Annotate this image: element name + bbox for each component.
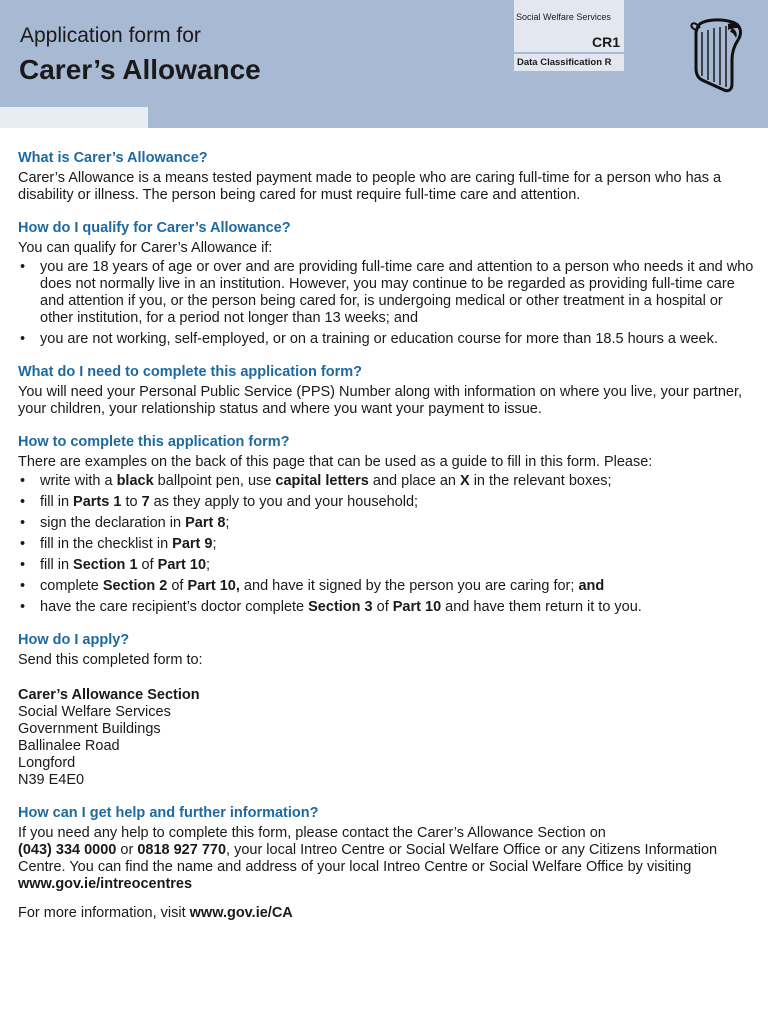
how-complete-list <box>18 473 758 616</box>
address-line: Longford <box>18 755 76 771</box>
department-box <box>514 0 624 52</box>
data-classification-label: Data Classification R <box>517 57 612 68</box>
help-body: If you need any help to complete this form, please contact the Carer’s Allowance Section on (043) 334 0000 or 0818 927 770, your local Intreo Centre or Social Welfare Office or any Citizens Information Centre. You can find the name and address of your local Intreo Centre or Social Welfare Office by visiting www.gov.ie/intreocentres <box>18 825 718 892</box>
apply-intro: Send this completed form to: <box>18 652 203 668</box>
phone-number-2: 0818 927 770 <box>137 842 227 858</box>
qualify-list <box>18 259 758 348</box>
address-title: Carer’s Allowance Section <box>18 687 200 703</box>
what-is-body: Carer’s Allowance is a means tested payment made to people who are caring full-time for a person who has a disability or illness. The person being cared for must require full-time care and attention. <box>18 170 722 203</box>
how-complete-intro: There are examples on the back of this page that can be used as a guide to fill in this form. Please: <box>18 454 653 470</box>
list-item: • sign the declaration in Part 8; <box>18 515 758 532</box>
heading-how-complete: How to complete this application form? <box>18 434 290 450</box>
list-item: • fill in Parts 1 to 7 as they apply to you and your household; <box>18 494 758 511</box>
address-line: Ballinalee Road <box>18 738 120 754</box>
list-item: • complete Section 2 of Part 10, and have it signed by the person you are caring for; and <box>18 578 758 595</box>
data-classification-box <box>514 54 624 71</box>
qualify-intro: You can qualify for Carer’s Allowance if: <box>18 240 273 256</box>
form-code: CR1 <box>591 34 620 50</box>
address-line: Government Buildings <box>18 721 161 737</box>
heading-help: How can I get help and further information? <box>18 805 319 821</box>
list-item: • fill in Section 1 of Part 10; <box>18 557 758 574</box>
list-item: • you are not working, self-employed, or on a training or education course for more than 18.5 hours a week. <box>18 331 758 348</box>
form-title-prefix: Application form for <box>20 24 201 47</box>
heading-need: What do I need to complete this application form? <box>18 364 362 380</box>
address-line: Social Welfare Services <box>18 704 171 720</box>
form-title: Carer’s Allowance <box>19 54 261 85</box>
list-item: • write with a black ballpoint pen, use capital letters and place an X in the relevant boxes; <box>18 473 758 490</box>
need-body: You will need your Personal Public Service (PPS) Number along with information on where you live, your partner, your children, your relationship status and where you want your payment to issue. <box>18 384 743 417</box>
header-subband-light <box>0 107 148 128</box>
harp-emblem-icon <box>688 18 744 94</box>
list-item: • have the care recipient’s doctor complete Section 3 of Part 10 and have them return it to you. <box>18 599 758 616</box>
phone-number-1: (043) 334 0000 <box>18 842 117 858</box>
more-info: For more information, visit www.gov.ie/CA <box>18 905 293 921</box>
department-label: Social Welfare Services <box>516 12 611 22</box>
heading-qualify: How do I qualify for Carer’s Allowance? <box>18 220 291 236</box>
ca-link[interactable]: www.gov.ie/CA <box>189 905 293 921</box>
heading-what-is: What is Carer’s Allowance? <box>18 150 208 166</box>
address-line: N39 E4E0 <box>18 772 85 788</box>
intreo-link[interactable]: www.gov.ie/intreocentres <box>18 876 193 892</box>
list-item: • fill in the checklist in Part 9; <box>18 536 758 553</box>
list-item: • you are 18 years of age or over and are providing full-time care and attention to a person who needs it and who does not normally live in an institution. However, you may continue to be regarded as providing full-time care and attention if you, or the person being cared for, is undergoing medical or other treatment in a hospital or other institution, for a period not longer than 13 weeks; and <box>18 259 758 327</box>
heading-apply: How do I apply? <box>18 632 130 648</box>
postal-address <box>18 687 758 789</box>
page-content <box>18 150 758 922</box>
